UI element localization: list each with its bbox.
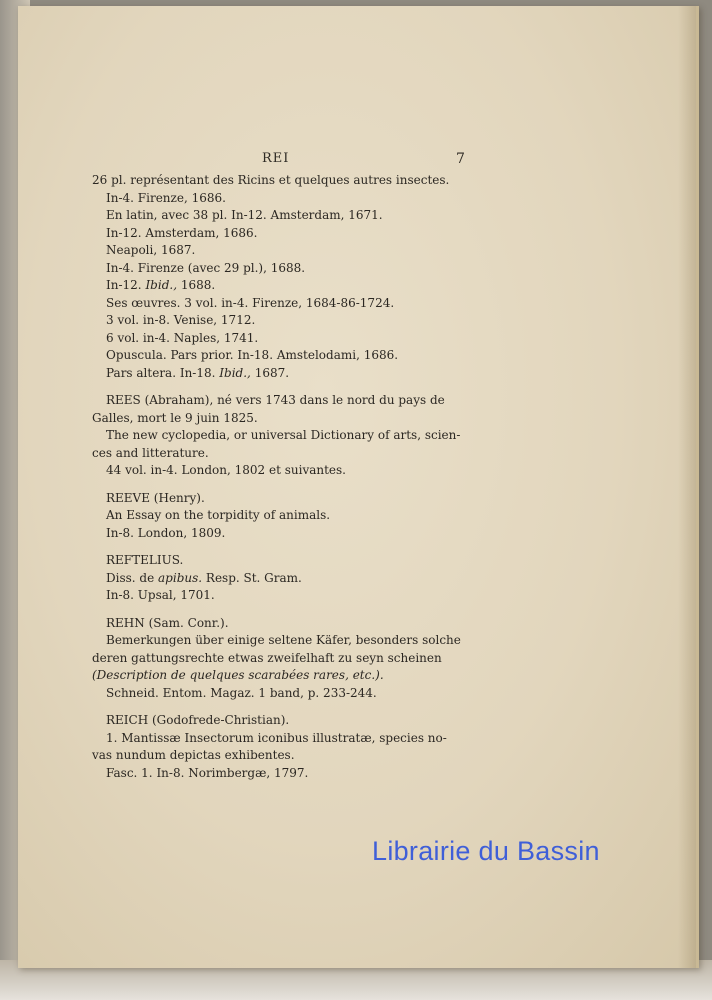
text-line: 26 pl. représentant des Ricins et quelques autres insectes.	[92, 173, 450, 187]
text-line: deren gattungsrechte etwas zweifelhaft zu seyn scheinen	[92, 650, 442, 665]
text-span: Resp. St. Gram.	[205, 570, 302, 585]
text-line: An Essay on the torpidity of animals.	[106, 508, 331, 522]
text-span: In-12.	[106, 278, 142, 292]
text-line: In-8. London, 1809.	[106, 525, 226, 540]
watermark-text: Librairie du Bassin	[372, 836, 600, 866]
text-span: Diss. de	[106, 570, 155, 585]
text-line	[92, 277, 492, 295]
text-line: 1. Mantissæ Insectorum iconibus illustratæ, species no-	[106, 730, 447, 745]
text-line-italic: (Description de quelques scarabées rares, etc.).	[92, 668, 384, 682]
text-line: 3 vol. in-8. Venise, 1712.	[106, 313, 256, 327]
text-line: vas nundum depictas exhibentes.	[92, 748, 295, 762]
page-number: 7	[456, 151, 465, 167]
entry-heading: REHN (Sam. Conr.).	[106, 615, 229, 630]
entry-reich	[92, 712, 492, 782]
text-span-italic: apibus.	[158, 570, 203, 585]
text-span: Pars altera. In-18.	[106, 365, 216, 380]
text-line: In-12. Amsterdam, 1686.	[106, 225, 258, 240]
text-line: In-4. Firenze (avec 29 pl.), 1688.	[106, 260, 306, 275]
text-span-italic: Ibid.,	[219, 365, 251, 380]
text-span-italic: Ibid.,	[145, 278, 178, 292]
text-line: Fasc. 1. In-8. Norimbergæ, 1797.	[106, 765, 309, 780]
text-span: 1687.	[254, 365, 290, 380]
text-line: 6 vol. in-4. Naples, 1741.	[106, 330, 259, 345]
entry-redi	[92, 172, 492, 382]
text-line: Schneid. Entom. Magaz. 1 band, p. 233-244.	[106, 685, 377, 700]
entry-heading: REEVE (Henry).	[106, 490, 205, 505]
entry-reeve	[92, 490, 492, 543]
text-line: Galles, mort le 9 juin 1825.	[92, 410, 258, 425]
running-head-title: REI	[262, 151, 290, 166]
page-text	[92, 172, 492, 782]
text-span: 1688.	[180, 278, 216, 292]
entry-rees	[92, 392, 492, 480]
entry-heading: REICH (Godofrede-Christian).	[106, 713, 290, 727]
text-line: ces and litterature.	[92, 445, 209, 460]
text-line: Ses œuvres. 3 vol. in-4. Firenze, 1684-86-1724.	[106, 295, 395, 310]
text-line: Bemerkungen über einige seltene Käfer, besonders solche	[106, 633, 461, 647]
entry-heading: REES (Abraham), né vers 1743 dans le nord du pays de	[106, 393, 445, 407]
text-line: In-8. Upsal, 1701.	[106, 588, 215, 602]
text-line: Opuscula. Pars prior. In-18. Amstelodami, 1686.	[106, 348, 399, 362]
text-line: In-4. Firenze, 1686.	[106, 190, 226, 205]
entry-rehn	[92, 615, 492, 703]
text-line: 44 vol. in-4. London, 1802 et suivantes.	[106, 463, 346, 477]
text-line	[92, 570, 492, 588]
text-line: The new cyclopedia, or universal Dictionary of arts, scien-	[106, 428, 461, 442]
page-edge-shadow	[678, 6, 696, 968]
text-line	[92, 365, 492, 383]
text-line: En latin, avec 38 pl. In-12. Amsterdam, 1671.	[106, 208, 383, 222]
entry-heading: REFTELIUS.	[106, 553, 184, 567]
entry-reftelius	[92, 552, 492, 605]
text-line: Neapoli, 1687.	[106, 243, 196, 257]
